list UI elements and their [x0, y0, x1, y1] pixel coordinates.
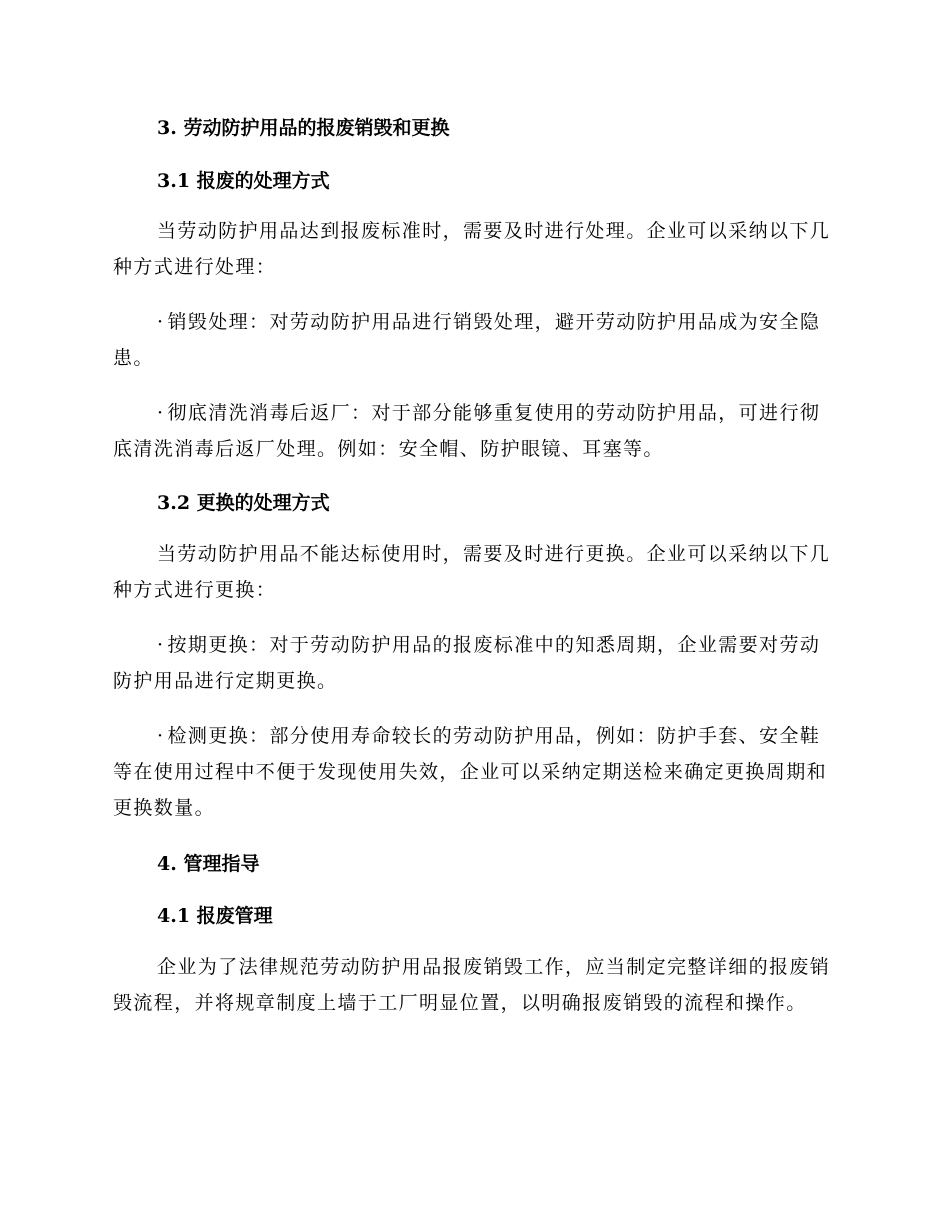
bullet-text: 彻底清洗消毒后返厂：对于部分能够重复使用的劳动防护用品，可进行彻底清洗消毒后返厂处理。例如：安全帽、防护眼镜、耳塞等。	[113, 402, 821, 460]
subsection-heading-3-2: 3.2 更换的处理方式	[157, 492, 330, 514]
bullet-marker: ·	[157, 402, 165, 424]
bullet-test-replace	[113, 718, 833, 826]
subsection-heading-3-1: 3.1 报废的处理方式	[157, 170, 330, 192]
bullet-text: 按期更换：对于劳动防护用品的报废标准中的知悉周期，企业需要对劳动防护用品进行定期更换。	[113, 634, 821, 692]
section-heading-3: 3. 劳动防护用品的报废销毁和更换	[157, 117, 450, 139]
paragraph-scrap-intro: 当劳动防护用品达到报废标准时，需要及时进行处理。企业可以采纳以下几种方式进行处理：	[113, 220, 831, 278]
bullet-marker: ·	[157, 311, 165, 333]
bullet-text: 检测更换：部分使用寿命较长的劳动防护用品，例如：防护手套、安全鞋等在使用过程中不便于发现使用失效，企业可以采纳定期送检来确定更换周期和更换数量。	[113, 725, 828, 819]
section-heading-4: 4. 管理指导	[157, 853, 260, 875]
paragraph-scrap-management: 企业为了法律规范劳动防护用品报废销毁工作，应当制定完整详细的报废销毁流程，并将规章制度上墙于工厂明显位置，以明确报废销毁的流程和操作。	[113, 956, 831, 1014]
bullet-scheduled-replace	[113, 627, 833, 699]
bullet-text: 销毁处理：对劳动防护用品进行销毁处理，避开劳动防护用品成为安全隐患。	[113, 311, 821, 369]
subsection-heading-4-1: 4.1 报废管理	[157, 905, 273, 927]
bullet-destroy	[113, 304, 833, 376]
bullet-clean-return	[113, 395, 833, 467]
bullet-marker: ·	[157, 634, 165, 656]
bullet-marker: ·	[157, 725, 165, 747]
paragraph-replace-intro: 当劳动防护用品不能达标使用时，需要及时进行更换。企业可以采纳以下几种方式进行更换：	[113, 543, 831, 601]
